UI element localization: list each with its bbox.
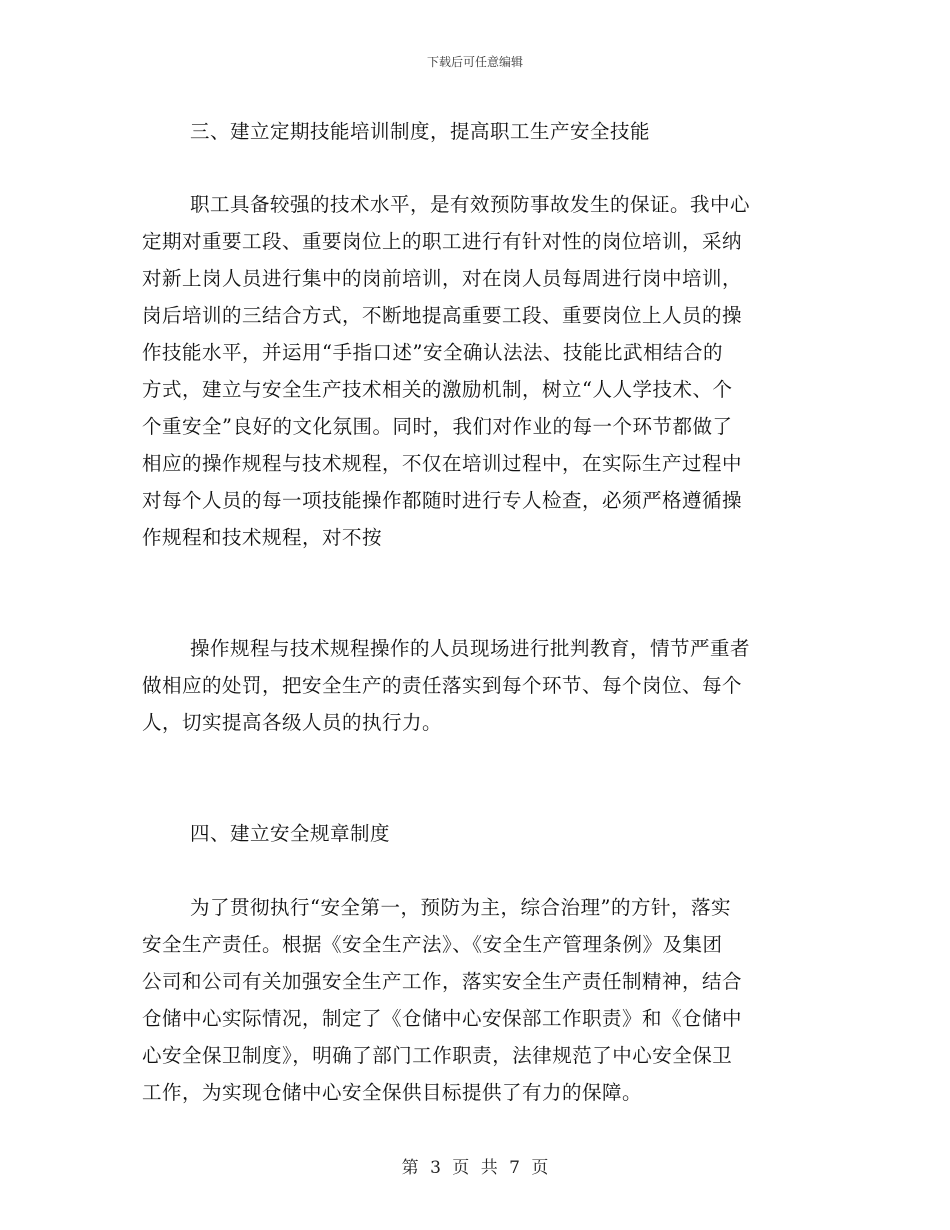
paragraph-line: 心安全保卫制度》，明确了部门工作职责，法律规范了中心安全保卫 [142, 1044, 733, 1067]
paragraph-line: 操作规程与技术规程操作的人员现场进行批判教育，情节严重者 [190, 637, 751, 660]
paragraph-line: 对新上岗人员进行集中的岗前培训，对在岗人员每周进行岗中培训， [142, 267, 743, 290]
paragraph-line: 安全生产责任。根据《安全生产法》、《安全生产管理条例》及集团 [142, 933, 723, 956]
section-4-heading: 四、建立安全规章制度 [190, 822, 391, 845]
page-number: 第 3 页 共 7 页 [401, 1158, 549, 1178]
paragraph-line: 岗后培训的三结合方式，不断地提高重要工段、重要岗位上人员的操 [142, 304, 743, 327]
paragraph-line: 公司和公司有关加强安全生产工作，落实安全生产责任制精神，结合 [142, 970, 743, 993]
paragraph-line: 工作，为实现仓储中心安全保供目标提供了有力的保障。 [142, 1081, 643, 1104]
header-note: 下载后可任意编辑 [426, 55, 523, 69]
paragraph-line: 定期对重要工段、重要岗位上的职工进行有针对性的岗位培训，采纳 [142, 230, 743, 253]
paragraph-line: 人，切实提高各级人员的执行力。 [142, 711, 443, 734]
paragraph-line: 为了贯彻执行“安全第一，预防为主，综合治理”的方针，落实 [190, 896, 731, 919]
section-3-heading: 三、建立定期技能培训制度，提高职工生产安全技能 [190, 120, 651, 143]
paragraph-line: 做相应的处罚，把安全生产的责任落实到每个环节、每个岗位、每个 [142, 674, 743, 697]
paragraph-line: 职工具备较强的技术水平，是有效预防事故发生的保证。我中心 [190, 193, 751, 216]
paragraph-line: 方式，建立与安全生产技术相关的激励机制，树立“人人学技术、个 [142, 378, 733, 401]
paragraph-line: 仓储中心实际情况，制定了《仓储中心安保部工作职责》和《仓储中 [142, 1007, 743, 1030]
paragraph-line: 作规程和技术规程，对不按 [142, 526, 383, 549]
paragraph-line: 作技能水平，并运用“手指口述”安全确认法法、技能比武相结合的 [142, 341, 723, 364]
paragraph-line: 个重安全”良好的文化氛围。同时，我们对作业的每一个环节都做了 [142, 415, 733, 438]
paragraph-line: 对每个人员的每一项技能操作都随时进行专人检查，必须严格遵循操 [142, 489, 743, 512]
paragraph-line: 相应的操作规程与技术规程，不仅在培训过程中，在实际生产过程中 [142, 452, 743, 475]
